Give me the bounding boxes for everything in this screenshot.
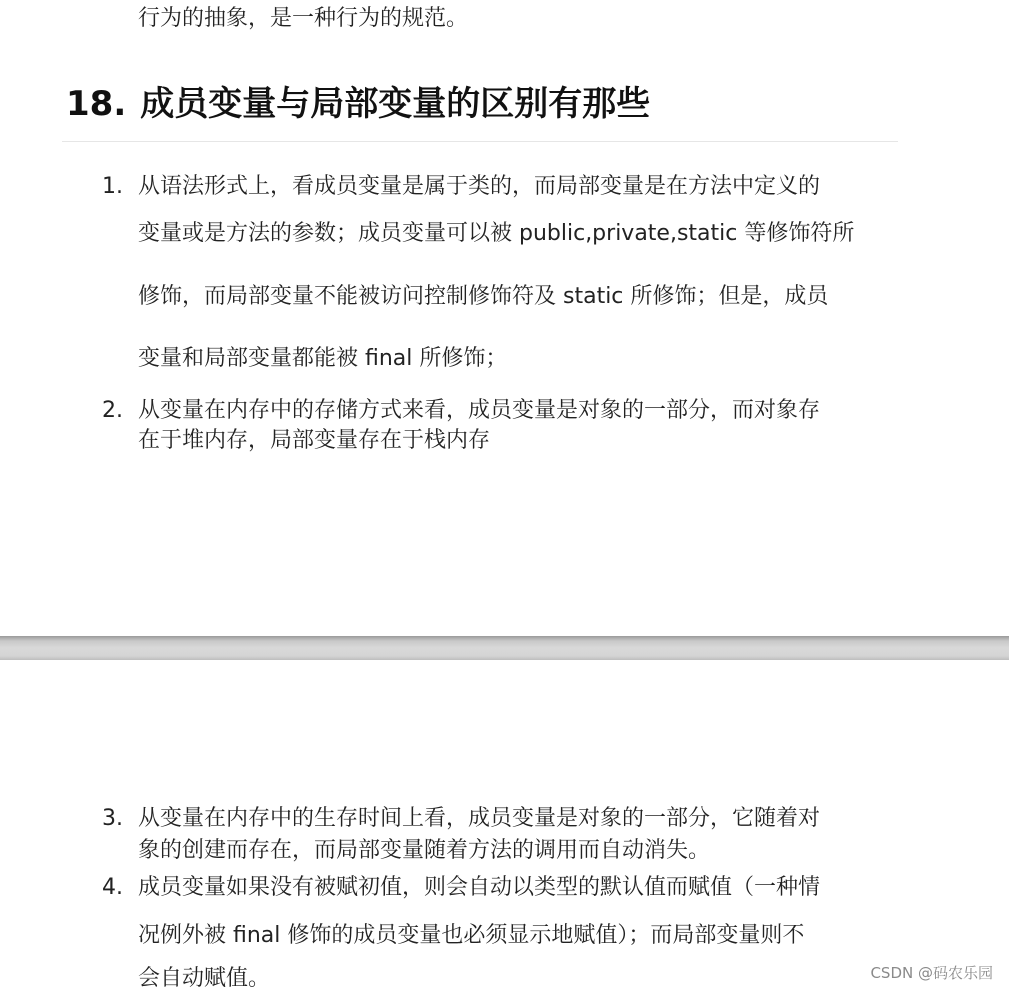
csdn-watermark: CSDN @码农乐园 bbox=[870, 964, 993, 982]
list-item-text-line: 况例外被 final 修饰的成员变量也必须显示地赋值）；而局部变量则不 bbox=[138, 923, 805, 948]
list-item-number: 4. bbox=[102, 875, 123, 900]
list-item-text-line: 在于堆内存，局部变量存在于栈内存 bbox=[138, 428, 491, 453]
previous-paragraph-tail: 行为的抽象，是一种行为的规范。 bbox=[138, 6, 469, 31]
section-number: 18. bbox=[66, 84, 127, 124]
list-item-text-line: 成员变量如果没有被赋初值，则会自动以类型的默认值而赋值（一种情 bbox=[138, 875, 821, 900]
list-item-text-line: 修饰，而局部变量不能被访问控制修饰符及 static 所修饰；但是，成员 bbox=[138, 284, 829, 309]
list-item-text-line: 从变量在内存中的存储方式来看，成员变量是对象的一部分，而对象存 bbox=[138, 398, 821, 423]
list-item-number: 2. bbox=[102, 398, 123, 423]
section-title: 成员变量与局部变量的区别有那些 bbox=[140, 84, 651, 124]
list-item-text-line: 变量或是方法的参数；成员变量可以被 public,private,static 等修饰符所 bbox=[138, 221, 855, 246]
list-item-text-line: 象的创建而存在，而局部变量随着方法的调用而自动消失。 bbox=[138, 838, 711, 863]
document-page-lower bbox=[0, 660, 1009, 991]
list-item-number: 3. bbox=[102, 806, 123, 831]
section-heading bbox=[66, 80, 650, 128]
list-item-text-line: 变量和局部变量都能被 final 所修饰； bbox=[138, 346, 508, 371]
page-separator bbox=[0, 636, 1009, 660]
heading-divider bbox=[62, 141, 898, 142]
list-item-text-line: 从语法形式上，看成员变量是属于类的，而局部变量是在方法中定义的 bbox=[138, 174, 821, 199]
list-item-text-line: 会自动赋值。 bbox=[138, 966, 271, 991]
list-item-number: 1. bbox=[102, 174, 123, 199]
list-item-text-line: 从变量在内存中的生存时间上看，成员变量是对象的一部分，它随着对 bbox=[138, 806, 821, 831]
